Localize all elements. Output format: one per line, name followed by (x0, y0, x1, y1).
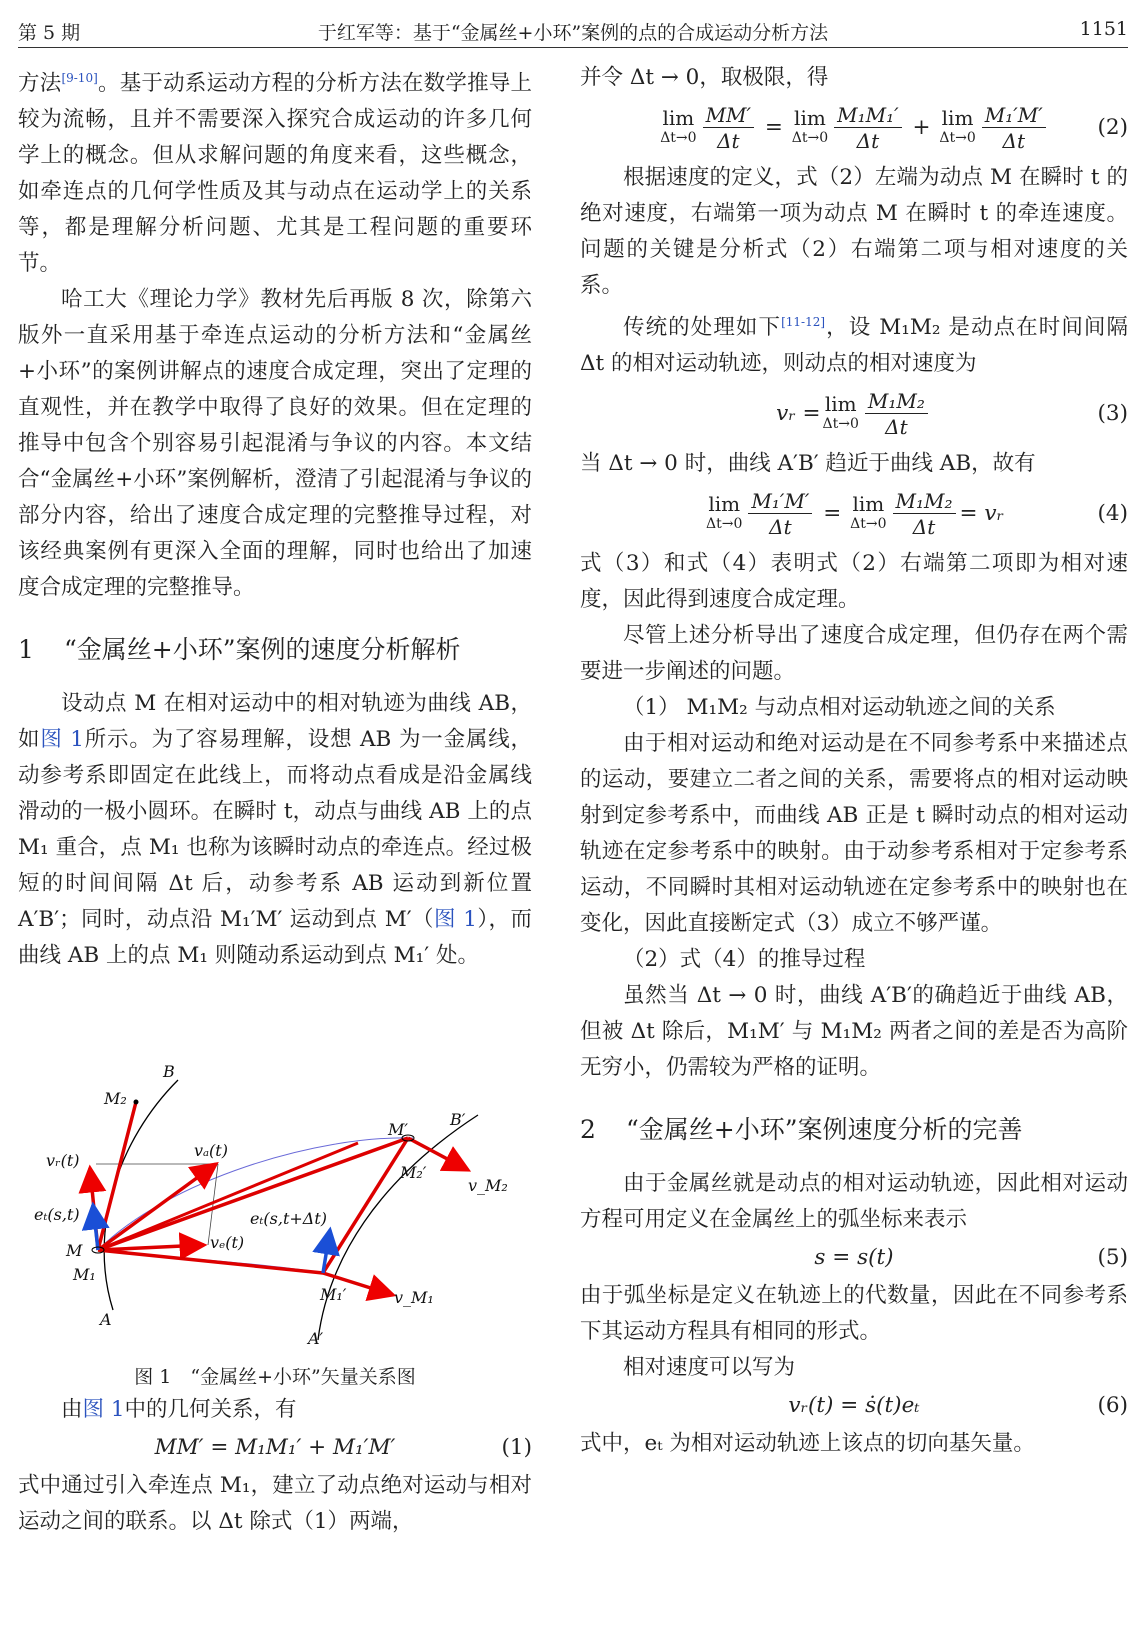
figure-1 (18, 1060, 532, 1360)
label-et-shifted: eₜ(s,t+Δt) (250, 1209, 328, 1228)
equation-number: (1) (501, 1435, 532, 1460)
page-number: 1151 (1079, 18, 1128, 40)
paragraph: 相对速度可以写为 (623, 1355, 796, 1381)
text: 方法 (18, 71, 62, 97)
label-m2: M₂ (104, 1089, 127, 1108)
limit: lim Δt→0 (706, 492, 743, 533)
text: 中的几何关系，有 (124, 1397, 297, 1422)
citation-link[interactable]: [11-12] (781, 315, 826, 329)
text: 。基于动系运动方程的分析方法在数学推导上较为流畅，且并不需要深入探究合成运动的许多几何学上的概念。但从求解问题的角度来看，这些概念，如牵连点的几何学性质及其与动点在运动学上的关系等，都是理解分析问题、尤其是工程问题的重要环节。 (18, 71, 532, 277)
left-column (18, 60, 532, 974)
limit: lim Δt→0 (850, 492, 887, 533)
figure-link[interactable]: 图 1 (82, 1397, 125, 1422)
label-m-prime: M′ (388, 1120, 409, 1139)
vector-m1-prime-m-prime (323, 1138, 408, 1273)
vector-et (93, 1205, 98, 1250)
text: 设动点 M 在相对运动中的相对轨迹为曲线 AB，如 (18, 691, 532, 753)
figure-caption: 图 1 “金属丝+小环”矢量关系图 (134, 1366, 416, 1388)
running-header (18, 8, 1128, 48)
paragraph: 式中，eₜ 为相对运动轨迹上该点的切向基矢量。 (580, 1431, 1035, 1457)
right-column (580, 60, 1128, 1462)
equation-number: (3) (1097, 401, 1128, 427)
equation-number: (2) (1097, 115, 1128, 140)
label-a: A (100, 1310, 112, 1329)
limit: lim Δt→0 (660, 106, 697, 146)
fraction: $\frac{\text{M₁M₂}}{\Delta t}$ (893, 489, 956, 540)
section-title: “金属丝+小环”案例的速度分析解析 (64, 635, 461, 665)
paragraph: 并令 Δt → 0，取极限，得 (580, 65, 829, 90)
label-vr: vᵣ(t) (46, 1151, 80, 1170)
vector-mm-prime (98, 1138, 408, 1250)
text: 由 (61, 1397, 83, 1422)
fraction: $\frac{\text{M₁′M′}}{\Delta t}$ (748, 489, 812, 540)
paragraph (18, 686, 532, 974)
label-a-prime: A′ (308, 1329, 324, 1348)
label-b-prime: B′ (450, 1110, 466, 1129)
label-vm1: v_M₁ (394, 1288, 434, 1307)
section-number: 1 (18, 635, 34, 665)
issue-number: 第 5 期 (18, 22, 81, 44)
running-title: 于红军等：基于“金属丝+小环”案例的点的合成运动分析方法 (317, 22, 829, 44)
paragraph: 虽然当 Δt → 0 时，曲线 A′B′的确趋近于曲线 AB，但被 Δt 除后，M₁M′ 与 M₁M₂ 两者之间的差是否为高阶无穷小，仍需较为严格的证明。 (580, 983, 1128, 1081)
label-m1-prime: M₁′ (320, 1285, 347, 1304)
figure-link[interactable]: 图 1 (40, 727, 84, 753)
section-title: “金属丝+小环”案例速度分析的完善 (626, 1115, 1023, 1145)
label-b: B (163, 1062, 175, 1081)
paragraph: 式中通过引入牵连点 M₁，建立了动点绝对运动与相对运动之间的联系。以 Δt 除式（1）两端， (18, 1473, 532, 1534)
limit: lim Δt→0 (791, 106, 829, 146)
paragraph: 由于弧坐标是定义在轨迹上的代数量，因此在不同参考系下其运动方程具有相同的形式。 (580, 1283, 1128, 1345)
label-m1: M₁ (73, 1265, 96, 1284)
label-vm2: v_M₂ (468, 1176, 508, 1195)
fraction: $\frac{\text{M₁M₁′}}{\Delta t}$ (834, 103, 902, 154)
paragraph: 当 Δt → 0 时，曲线 A′B′ 趋近于曲线 AB，故有 (580, 451, 1036, 477)
equation-number: (4) (1097, 501, 1128, 527)
equation-1 (18, 1428, 532, 1468)
equation-body: vᵣ(t) = ṡ(t)eₜ (788, 1393, 920, 1419)
equation-4: lim Δt→0 $\frac{\text{M₁′M′}}{\Delta t}$ = lim Δt→0 $\frac{\text{M₁M₂}}{\Delta t}$ = vᵣ (4) (706, 488, 1128, 539)
header-rule (18, 47, 1128, 48)
paragraph: （1） M₁M₂ 与动点相对运动轨迹之间的关系 (623, 695, 1056, 721)
curve-ab (104, 1080, 178, 1310)
paragraph: （2）式（4）的推导过程 (623, 947, 866, 973)
equation-body: s = s(t) (814, 1245, 894, 1271)
label-va: vₐ(t) (194, 1141, 228, 1160)
paragraph (580, 304, 1128, 382)
fraction: $\frac{MM'}{\Delta t}$ (703, 103, 755, 154)
citation-link[interactable]: [9-10] (61, 71, 98, 85)
equation-body: MM′ = M₁M₁′ + M₁′M′ (154, 1435, 396, 1460)
equation-6 (580, 1386, 1128, 1426)
vector-m1-m1-prime (98, 1250, 323, 1273)
point-m2 (134, 1100, 139, 1105)
equation-number: (5) (1097, 1245, 1128, 1271)
label-m2-prime: M₂′ (400, 1163, 427, 1182)
paragraph: 根据速度的定义，式（2）左端为动点 M 在瞬时 t 的绝对速度，右端第一项为动点 M 在瞬时 t 的牵连速度。问题的关键是分析式（2）右端第二项与相对速度的关系。 (580, 165, 1128, 298)
vector-diagram (18, 1060, 532, 1360)
figure-link[interactable]: 图 1 (434, 907, 477, 933)
left-column-lower (18, 1392, 532, 1540)
text: 所示。为了容易理解，设想 AB 为一金属线，动参考系即固定在此线上，而将动点看成是沿金属线滑动的一极小圆环。在瞬时 t，动点与曲线 AB 上的点 M₁ 重合，点 M₁ 也称为该瞬时动点的牵连点。经过极短的时间间隔 Δt 后，动参考系 AB 运动到新位置 A′B′；同时，动点沿 M₁′M′ 运动到点 M′（ (18, 727, 532, 933)
label-et: eₜ(s,t) (34, 1205, 80, 1224)
paragraph: 尽管上述分析导出了速度合成定理，但仍存在两个需要进一步阐述的问题。 (580, 623, 1128, 685)
fraction: $\frac{\text{M₁′M′}}{\Delta t}$ (982, 103, 1046, 154)
equation-number: (6) (1097, 1393, 1128, 1419)
section-number: 2 (580, 1115, 596, 1145)
paragraph (18, 60, 532, 282)
section-heading (580, 1112, 1128, 1148)
equation-2: lim Δt→0 $\frac{MM'}{\Delta t}$ = lim Δt→0 $\frac{\text{M₁M₁′}}{\Delta t}$ + lim Δt→0 $\frac{\text{M₁′M′}}{\Delta t}$ (2) (660, 102, 1128, 153)
limit: lim Δt→0 (822, 392, 859, 433)
equation-5 (580, 1238, 1128, 1278)
limit: lim Δt→0 (939, 106, 976, 146)
text: 传统的处理如下 (623, 315, 782, 341)
equation-3: vᵣ = lim Δt→0 $\frac{\text{M₁M₂}}{\Delta t}$ (3) (776, 388, 1128, 439)
paragraph (18, 1392, 532, 1428)
paragraph: 式（3）和式（4）表明式（2）右端第二项即为相对速度，因此得到速度合成定理。 (580, 551, 1128, 613)
text: ，设 M₁M₂ 是动点在时间间隔 Δt 的相对运动轨迹，则动点的相对速度为 (580, 315, 1128, 377)
text: ），而曲线 AB 上的点 M₁ 则随动系运动到点 M₁′ 处。 (18, 907, 532, 969)
paragraph: 由于金属丝就是动点的相对运动轨迹，因此相对运动方程可用定义在金属丝上的弧坐标来表示 (580, 1171, 1128, 1233)
label-ve: vₑ(t) (210, 1233, 245, 1252)
paragraph: 哈工大《理论力学》教材先后再版 8 次，除第六版外一直采用基于牵连点运动的分析方法和“金属丝+小环”的案例讲解点的速度合成定理，突出了定理的直观性，并在教学中取得了良好的效果。但在定理的推导中包含个别容易引起混淆与争议的内容。本文结合“金属丝+小环”案例解析，澄清了引起混淆与争议的部分内容，给出了速度合成定理的完整推导过程，对该经典案例有更深入全面的理解，同时也给出了加速度合成定理的完整推导。 (18, 287, 532, 601)
fraction: $\frac{\text{M₁M₂}}{\Delta t}$ (865, 389, 928, 440)
paragraph: 由于相对运动和绝对运动是在不同参考系中来描述点的运动，要建立二者之间的关系，需要将点的相对运动映射到定参考系中，而曲线 AB 正是 t 瞬时动点的相对运动轨迹在定参考系中的映射。由于动参考系相对于定参考系运动，不同瞬时其相对运动轨迹在定参考系中的映射也在变化，因此直接断定式（3）成立不够严谨。 (580, 731, 1128, 937)
section-heading (18, 632, 532, 668)
label-m: M (66, 1241, 83, 1260)
